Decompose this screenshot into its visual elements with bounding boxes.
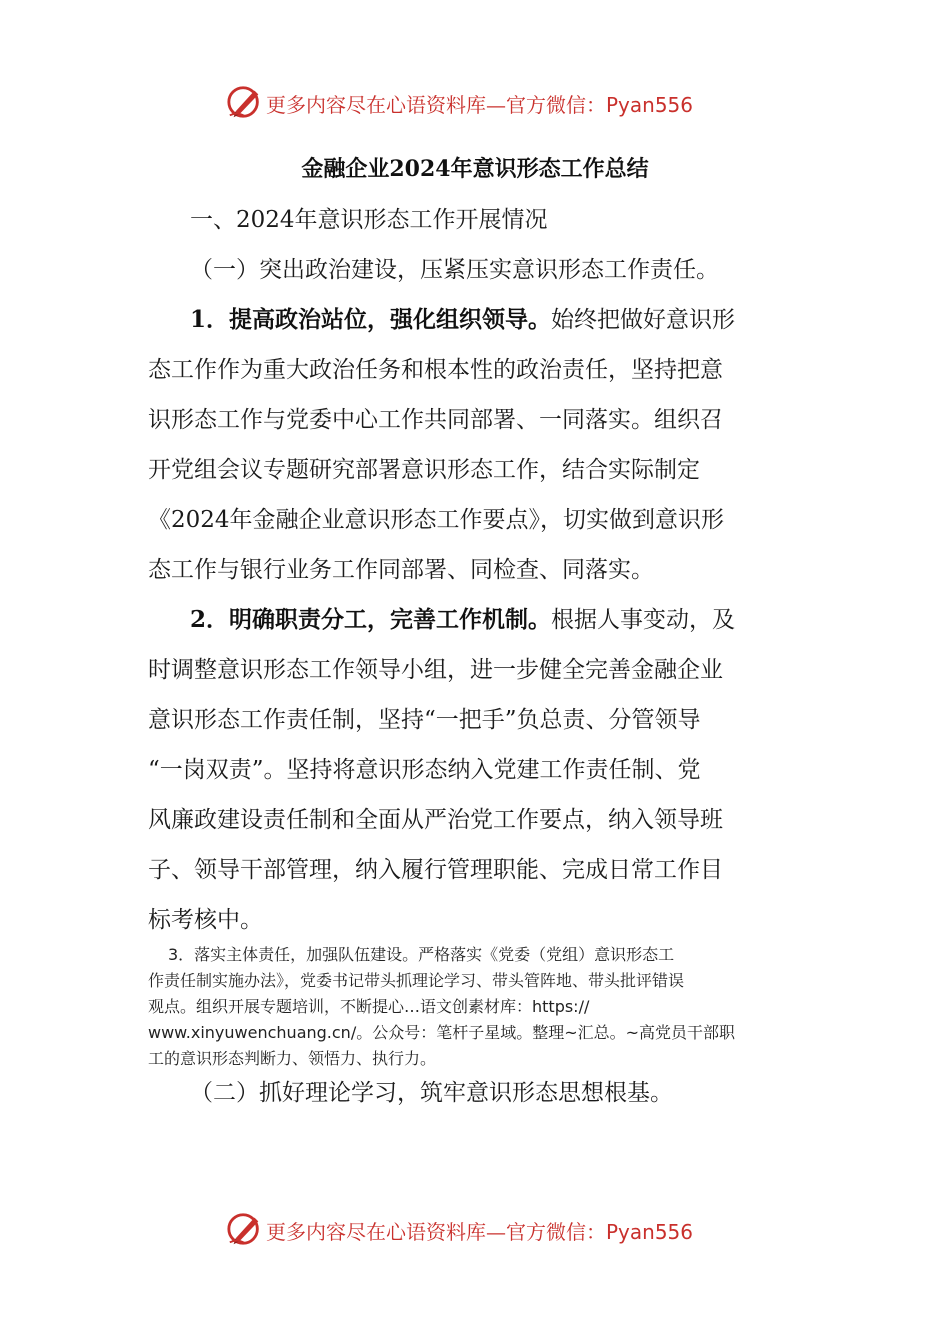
paragraph-line: 1．提高政治站位，强化组织领导。始终把做好意识形 [190,306,736,333]
paragraph-line: 风廉政建设责任制和全面从严治党工作要点，纳入领导班 [148,807,723,833]
watermark-text: 更多内容尽在心语资料库—官方微信：Pyan556 [266,93,694,117]
paragraph-line: “一岗双责”。坚持将意识形态纳入党建工作责任制、党 [148,757,701,783]
pen-logo-icon [226,1210,264,1248]
paragraph-line: 2．明确职责分工，完善工作机制。根据人事变动，及 [190,606,736,633]
small-paragraph-line: 3．落实主体责任，加强队伍建设。严格落实《党委（党组）意识形态工 [168,945,675,964]
paragraph-line: 时调整意识形态工作领导小组，进一步健全完善金融企业 [148,657,723,683]
small-paragraph-line: 工的意识形态判断力、领悟力、执行力。 [148,1049,437,1068]
small-paragraph-line: 作责任制实施办法》，党委书记带头抓理论学习、带头管阵地、带头批评错误 [148,971,685,990]
pen-logo-icon [226,83,264,121]
item-heading: 2．明确职责分工，完善工作机制。 [190,606,552,633]
paragraph-line: 标考核中。 [148,907,263,933]
subsection-heading-1: （一）突出政治建设，压紧压实意识形态工作责任。 [190,257,719,283]
watermark-footer [0,1210,950,1250]
subsection-heading-2: （二）抓好理论学习，筑牢意识形态思想根基。 [190,1080,673,1106]
item-heading: 1．提高政治站位，强化组织领导。 [190,306,552,333]
paragraph-line: 态工作与银行业务工作同部署、同检查、同落实。 [148,557,654,583]
watermark-header [0,83,950,123]
paragraph-line: 子、领导干部管理，纳入履行管理职能、完成日常工作目 [148,857,723,883]
small-paragraph-line: www.xinyuwenchuang.cn/。公众号：笔杆子星域。整理~汇总。~高党员干部职 [148,1023,736,1042]
paragraph-line: 识形态工作与党委中心工作共同部署、一同落实。组织召 [148,407,723,433]
paragraph-line: 意识形态工作责任制，坚持“一把手”负总责、分管领导 [148,707,701,733]
paragraph-line: 开党组会议专题研究部署意识形态工作，结合实际制定 [148,457,700,483]
small-paragraph-line: 观点。组织开展专题培训，不断提心…语文创素材库：https:// [148,997,590,1016]
section-heading-1: 一、2024年意识形态工作开展情况 [190,207,548,233]
watermark-text: 更多内容尽在心语资料库—官方微信：Pyan556 [266,1220,694,1244]
paragraph-line: 《2024年金融企业意识形态工作要点》，切实做到意识形 [148,507,725,533]
paragraph-line: 态工作作为重大政治任务和根本性的政治责任，坚持把意 [148,357,723,383]
document-title: 金融企业2024年意识形态工作总结 [301,156,649,182]
